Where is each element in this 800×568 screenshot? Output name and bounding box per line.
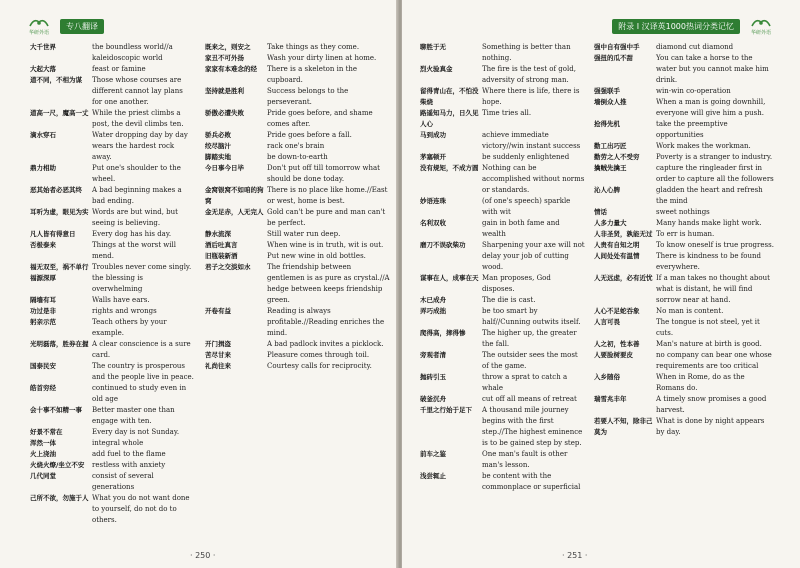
glossary-entry xyxy=(594,306,774,317)
chinese-term: 脚踏实地 xyxy=(205,153,231,161)
chinese-term: 浅尝辄止 xyxy=(420,472,446,480)
section-tag: 附录 I 汉译英1000热词分类记忆 xyxy=(612,19,740,34)
glossary-entry xyxy=(420,42,585,64)
right-column-2 xyxy=(594,42,774,438)
english-translation: continued to study even in old age xyxy=(92,384,187,403)
chinese-term: 勤工出巧匠 xyxy=(594,142,627,150)
glossary-entry xyxy=(30,383,195,405)
english-translation: The tongue is not steel, yet it cuts. xyxy=(656,318,760,337)
glossary-entry xyxy=(594,185,774,207)
chinese-term: 路遥知马力，日久见人心 xyxy=(420,109,479,128)
glossary-entry xyxy=(420,328,585,350)
chinese-term: 金无足赤，人无完人 xyxy=(205,208,264,216)
chinese-term: 大千世界 xyxy=(30,43,56,51)
english-translation: One man's fault is other man's lesson. xyxy=(482,450,568,469)
publisher-logo xyxy=(22,14,56,38)
english-translation: Nothing can be accomplished without norms or standards. xyxy=(482,164,585,194)
glossary-entry xyxy=(30,185,195,207)
glossary-entry xyxy=(420,350,585,372)
chinese-term: 烈火验真金 xyxy=(420,65,453,73)
glossary-entry xyxy=(205,152,390,163)
glossary-entry xyxy=(594,229,774,240)
glossary-entry xyxy=(30,295,195,306)
glossary-entry xyxy=(205,42,390,53)
chinese-term: 恶其始者必恶其终 xyxy=(30,186,82,194)
english-translation: Many hands make light work. xyxy=(656,219,762,227)
left-page xyxy=(0,0,398,568)
glossary-entry xyxy=(594,416,774,438)
english-translation: Things at the worst will mend. xyxy=(92,241,177,260)
glossary-entry xyxy=(30,240,195,262)
book-logo-icon xyxy=(750,16,772,30)
glossary-entry xyxy=(205,108,390,130)
chinese-term: 滴水穿石 xyxy=(30,131,56,139)
chinese-term: 会十事不如精一事 xyxy=(30,406,82,414)
chinese-term: 开门揖盗 xyxy=(205,340,231,348)
glossary-entry xyxy=(30,405,195,427)
chinese-term: 火上浇油 xyxy=(30,450,56,458)
chinese-term: 前车之鉴 xyxy=(420,450,446,458)
right-header xyxy=(608,12,778,40)
chinese-term: 马到成功 xyxy=(420,131,446,139)
chinese-term: 强强联手 xyxy=(594,87,620,95)
chinese-term: 人间处处有温情 xyxy=(594,252,640,260)
chinese-term: 强扭的瓜不甜 xyxy=(594,54,633,62)
glossary-entry xyxy=(420,471,585,493)
chinese-term: 抛砖引玉 xyxy=(420,373,446,381)
english-translation: Put one's shoulder to the wheel. xyxy=(92,164,181,183)
glossary-entry xyxy=(594,86,774,97)
glossary-entry xyxy=(420,218,585,240)
english-translation: restless with anxiety xyxy=(92,461,166,469)
english-translation: sweet nothings xyxy=(656,208,710,216)
english-translation: integral whole xyxy=(92,439,144,447)
glossary-entry xyxy=(594,152,774,163)
chinese-term: 福无双至，祸不单行 xyxy=(30,263,89,271)
glossary-entry xyxy=(30,427,195,438)
publisher-logo xyxy=(744,14,778,38)
glossary-entry xyxy=(30,460,195,471)
english-translation: be content with the commonplace or superficial xyxy=(482,472,581,491)
english-translation: What is done by night appears by day. xyxy=(656,417,765,436)
english-translation: the blessing is overwhelming xyxy=(92,274,144,293)
glossary-entry xyxy=(30,108,195,130)
english-translation: Put new wine in old bottles. xyxy=(267,252,366,260)
chinese-term: 人心不足蛇吞象 xyxy=(594,307,640,315)
chinese-term: 强中自有强中手 xyxy=(594,43,640,51)
english-translation: Don't put off till tomorrow what should be done today. xyxy=(267,164,380,183)
glossary-entry xyxy=(420,86,585,108)
english-translation: No man is content. xyxy=(656,307,724,315)
english-translation: take the preemptive opportunities xyxy=(656,120,728,139)
english-translation: feast or famine xyxy=(92,65,146,73)
glossary-entry xyxy=(205,262,390,306)
glossary-entry xyxy=(205,251,390,262)
glossary-entry xyxy=(420,130,585,152)
glossary-entry xyxy=(30,130,195,163)
glossary-entry xyxy=(420,152,585,163)
right-page xyxy=(402,0,800,568)
glossary-entry xyxy=(30,339,195,361)
chinese-term: 功过是非 xyxy=(30,307,56,315)
english-translation: The country is prosperous and the people live in peace. xyxy=(92,362,194,381)
english-translation: Those whose courses are different cannot lay plans for one another. xyxy=(92,76,183,106)
english-translation: The fire is the test of gold, adversity of strong man. xyxy=(482,65,576,84)
chinese-term: 骄傲必遭失败 xyxy=(205,109,244,117)
glossary-entry xyxy=(420,196,585,218)
glossary-entry xyxy=(594,163,774,185)
chinese-term: 勤劳之人不受穷 xyxy=(594,153,640,161)
page-number: · 250 · xyxy=(190,551,216,560)
chinese-term: 聊胜于无 xyxy=(420,43,446,51)
chinese-term: 开卷有益 xyxy=(205,307,231,315)
chinese-term: 大起大落 xyxy=(30,65,56,73)
glossary-entry xyxy=(205,306,390,339)
english-translation: the boundless world//a kaleidoscopic world xyxy=(92,43,173,62)
english-translation: Success belongs to the perseverant. xyxy=(267,87,349,106)
logo-text: 华研外语 xyxy=(750,30,771,36)
glossary-entry xyxy=(205,229,390,240)
english-translation: If a man takes no thought about what is distant, he will find sorrow near at hand. xyxy=(656,274,770,304)
english-translation: Water dropping day by day wears the hardest rock away. xyxy=(92,131,188,161)
english-translation: A thousand mile journey begins with the first step.//The highest eminence is to be gained step by step. xyxy=(482,406,583,447)
glossary-entry xyxy=(594,53,774,86)
glossary-entry xyxy=(420,295,585,306)
chinese-term: 情话 xyxy=(594,208,607,216)
english-translation: To err is human. xyxy=(656,230,715,238)
english-translation: Sharpening your axe will not delay your job of cutting wood. xyxy=(482,241,585,271)
chinese-term: 火烧火燎/坐立不安 xyxy=(30,461,85,469)
english-translation: achieve immediate victory//win instant success xyxy=(482,131,581,150)
english-translation: be suddenly enlightened xyxy=(482,153,570,161)
glossary-entry xyxy=(30,229,195,240)
right-column-1 xyxy=(420,42,585,493)
glossary-entry xyxy=(420,394,585,405)
glossary-entry xyxy=(594,394,774,416)
chinese-term: 躬亲示范 xyxy=(30,318,56,326)
glossary-entry xyxy=(205,207,390,229)
glossary-entry xyxy=(420,108,585,130)
glossary-entry xyxy=(420,163,585,196)
english-translation: Reading is always profitable.//Reading enriches the mind. xyxy=(267,307,385,337)
glossary-entry xyxy=(30,163,195,185)
english-translation: Man proposes, God disposes. xyxy=(482,274,551,293)
chinese-term: 皓首穷经 xyxy=(30,384,56,392)
english-translation: Wash your dirty linen at home. xyxy=(267,54,377,62)
chinese-term: 旧瓶装新酒 xyxy=(205,252,238,260)
english-translation: A clear conscience is a sure card. xyxy=(92,340,191,359)
chinese-term: 骄兵必败 xyxy=(205,131,231,139)
glossary-entry xyxy=(420,372,585,394)
english-translation: The friendship between gentlemen is as pure as crystal.//A hedge between keeps friendship green. xyxy=(267,263,390,304)
chinese-term: 抢得先机 xyxy=(594,120,620,128)
glossary-entry xyxy=(205,163,390,185)
chinese-term: 谋事在人，成事在天 xyxy=(420,274,479,282)
left-column-1 xyxy=(30,42,195,526)
english-translation: consist of several generations xyxy=(92,472,154,491)
glossary-entry xyxy=(420,240,585,273)
glossary-entry xyxy=(594,207,774,218)
chinese-term: 爬得高，摔得惨 xyxy=(420,329,466,337)
chinese-term: 鼎力相助 xyxy=(30,164,56,172)
glossary-entry xyxy=(594,42,774,53)
glossary-entry xyxy=(205,86,390,108)
chinese-term: 人要脸树要皮 xyxy=(594,351,633,359)
english-translation: Every day is not Sunday. xyxy=(92,428,180,436)
glossary-entry xyxy=(205,64,390,86)
english-translation: A timely snow promises a good harvest. xyxy=(656,395,767,414)
chinese-term: 静水流深 xyxy=(205,230,231,238)
glossary-entry xyxy=(420,306,585,328)
english-translation: Words are but wind, but seeing is believing. xyxy=(92,208,178,227)
english-translation: gain in both fame and wealth xyxy=(482,219,560,238)
glossary-entry xyxy=(594,97,774,119)
chinese-term: 破釜沉舟 xyxy=(420,395,446,403)
english-translation: The die is cast. xyxy=(482,296,536,304)
english-translation: While the priest climbs a post, the devil climbs ten. xyxy=(92,109,184,128)
chinese-term: 妙语连珠 xyxy=(420,197,446,205)
glossary-entry xyxy=(30,306,195,317)
english-translation: diamond cut diamond xyxy=(656,43,734,51)
chinese-term: 人言可畏 xyxy=(594,318,620,326)
chinese-term: 君子之交淡如水 xyxy=(205,263,251,271)
glossary-entry xyxy=(594,372,774,394)
glossary-entry xyxy=(594,141,774,152)
english-translation: When wine is in truth, wit is out. xyxy=(267,241,384,249)
glossary-entry xyxy=(30,75,195,108)
glossary-entry xyxy=(205,185,390,207)
glossary-entry xyxy=(420,449,585,471)
left-column-2 xyxy=(205,42,390,372)
chinese-term: 若要人不知，除非己莫为 xyxy=(594,417,653,436)
chinese-term: 擒贼先擒王 xyxy=(594,164,627,172)
chinese-term: 名利双收 xyxy=(420,219,446,227)
english-translation: throw a sprat to catch a whale xyxy=(482,373,568,392)
chinese-term: 国泰民安 xyxy=(30,362,56,370)
english-translation: When a man is going downhill, everyone will give him a push. xyxy=(656,98,766,117)
english-translation: Time tries all. xyxy=(482,109,532,117)
english-translation: What you do not want done to yourself, do not do to others. xyxy=(92,494,190,524)
chinese-term: 人无远虑，必有近忧 xyxy=(594,274,653,282)
english-translation: The higher up, the greater the fall. xyxy=(482,329,577,348)
english-translation: When in Rome, do as the Romans do. xyxy=(656,373,745,392)
glossary-entry xyxy=(205,130,390,141)
glossary-entry xyxy=(30,471,195,493)
english-translation: Every dog has his day. xyxy=(92,230,172,238)
english-translation: Poverty is a stranger to industry. xyxy=(656,153,773,161)
logo-text: 华研外语 xyxy=(28,30,49,36)
chinese-term: 好景不常在 xyxy=(30,428,63,436)
glossary-entry xyxy=(30,42,195,64)
english-translation: be down-to-earth xyxy=(267,153,328,161)
english-translation: Still water run deep. xyxy=(267,230,341,238)
chinese-term: 酒后吐真言 xyxy=(205,241,238,249)
chinese-term: 几代同堂 xyxy=(30,472,56,480)
chinese-term: 隔墙有耳 xyxy=(30,296,56,304)
chinese-term: 道不同，不相为谋 xyxy=(30,76,82,84)
english-translation: Troubles never come singly. xyxy=(92,263,192,271)
page-number: · 251 · xyxy=(562,551,588,560)
english-translation: add fuel to the flame xyxy=(92,450,166,458)
english-translation: Man's nature at birth is good. xyxy=(656,340,762,348)
glossary-entry xyxy=(30,317,195,339)
chinese-term: 沁人心脾 xyxy=(594,186,620,194)
english-translation: rights and wrongs xyxy=(92,307,157,315)
chinese-term: 家丑不可外扬 xyxy=(205,54,244,62)
english-translation: be too smart by half//Cunning outwits itself. xyxy=(482,307,581,326)
glossary-entry xyxy=(594,218,774,229)
english-translation: You can take a horse to the water but you cannot make him drink. xyxy=(656,54,769,84)
chinese-term: 今日事今日毕 xyxy=(205,164,244,172)
glossary-entry xyxy=(205,53,390,64)
english-translation: To know oneself is true progress. xyxy=(656,241,774,249)
english-translation: Courtesy calls for reciprocity. xyxy=(267,362,372,370)
english-translation: win-win co-operation xyxy=(656,87,731,95)
left-header xyxy=(22,12,108,40)
chinese-term: 凡人皆有得意日 xyxy=(30,230,76,238)
chinese-term: 人贵有自知之明 xyxy=(594,241,640,249)
english-translation: The outsider sees the most of the game. xyxy=(482,351,578,370)
english-translation: rack one's brain xyxy=(267,142,325,150)
glossary-entry xyxy=(30,493,195,526)
chinese-term: 家家有本难念的经 xyxy=(205,65,257,73)
english-translation: Pleasure comes through toil. xyxy=(267,351,370,359)
chinese-term: 没有规矩，不成方圆 xyxy=(420,164,479,172)
english-translation: Pride goes before, and shame comes after. xyxy=(267,109,373,128)
glossary-entry xyxy=(594,350,774,372)
book-logo-icon xyxy=(28,16,50,30)
english-translation: Something is better than nothing. xyxy=(482,43,571,62)
glossary-entry xyxy=(594,317,774,339)
chinese-term: 既来之，则安之 xyxy=(205,43,251,51)
chinese-term: 坚持就是胜利 xyxy=(205,87,244,95)
chinese-term: 人多力量大 xyxy=(594,219,627,227)
chinese-term: 耳听为虚，眼见为实 xyxy=(30,208,89,216)
glossary-entry xyxy=(205,361,390,372)
chinese-term: 弄巧成拙 xyxy=(420,307,446,315)
glossary-entry xyxy=(30,207,195,229)
english-translation: There is a skeleton in the cupboard. xyxy=(267,65,358,84)
glossary-entry xyxy=(205,141,390,152)
english-translation: There is kindness to be found everywhere. xyxy=(656,252,762,271)
glossary-entry xyxy=(420,273,585,295)
english-translation: capture the ringleader first in order to capture all the followers xyxy=(656,164,774,183)
english-translation: Work makes the workman. xyxy=(656,142,751,150)
glossary-entry xyxy=(30,361,195,383)
chinese-term: 光明磊落，胜券在握 xyxy=(30,340,89,348)
section-tag: 专八翻译 xyxy=(60,19,104,34)
glossary-entry xyxy=(594,119,774,141)
chinese-term: 人之初，性本善 xyxy=(594,340,640,348)
chinese-term: 浑然一体 xyxy=(30,439,56,447)
chinese-term: 留得青山在，不怕没柴烧 xyxy=(420,87,479,106)
chinese-term: 木已成舟 xyxy=(420,296,446,304)
glossary-entry xyxy=(420,64,585,86)
chinese-term: 墙倒众人推 xyxy=(594,98,627,106)
glossary-entry xyxy=(205,339,390,350)
chinese-term: 千里之行始于足下 xyxy=(420,406,472,414)
glossary-entry xyxy=(205,350,390,361)
chinese-term: 否极泰来 xyxy=(30,241,56,249)
english-translation: A bad beginning makes a bad ending. xyxy=(92,186,182,205)
glossary-entry xyxy=(30,273,195,295)
english-translation: cut off all means of retreat xyxy=(482,395,577,403)
glossary-entry xyxy=(205,240,390,251)
english-translation: (of one's speech) sparkle with wit xyxy=(482,197,571,216)
english-translation: Gold can't be pure and man can't be perfect. xyxy=(267,208,386,227)
chinese-term: 入乡随俗 xyxy=(594,373,620,381)
chinese-term: 福源深厚 xyxy=(30,274,56,282)
english-translation: Teach others by your example. xyxy=(92,318,167,337)
chinese-term: 人非圣贤，孰能无过 xyxy=(594,230,653,238)
chinese-term: 磨刀不误砍柴功 xyxy=(420,241,466,249)
english-translation: Where there is life, there is hope. xyxy=(482,87,580,106)
chinese-term: 礼尚往来 xyxy=(205,362,231,370)
english-translation: A bad padlock invites a picklock. xyxy=(267,340,384,348)
glossary-entry xyxy=(420,405,585,449)
chinese-term: 瑞雪兆丰年 xyxy=(594,395,627,403)
glossary-entry xyxy=(594,273,774,306)
english-translation: no company can bear one whose requirements are too critical xyxy=(656,351,772,370)
english-translation: gladden the heart and refresh the mind xyxy=(656,186,763,205)
glossary-entry xyxy=(594,251,774,273)
glossary-entry xyxy=(594,339,774,350)
english-translation: Better master one than engage with ten. xyxy=(92,406,175,425)
glossary-entry xyxy=(594,240,774,251)
chinese-term: 道高一尺，魔高一丈 xyxy=(30,109,89,117)
english-translation: There is no place like home.//East or west, home is best. xyxy=(267,186,388,205)
chinese-term: 茅塞顿开 xyxy=(420,153,446,161)
english-translation: Pride goes before a fall. xyxy=(267,131,352,139)
english-translation: Take things as they come. xyxy=(267,43,360,51)
glossary-entry xyxy=(30,449,195,460)
glossary-entry xyxy=(30,262,195,273)
chinese-term: 绞尽脑汁 xyxy=(205,142,231,150)
chinese-term: 己所不欲，勿施于人 xyxy=(30,494,89,502)
chinese-term: 金窝银窝不如咱的狗窝 xyxy=(205,186,264,205)
glossary-entry xyxy=(30,438,195,449)
glossary-entry xyxy=(30,64,195,75)
chinese-term: 旁观者清 xyxy=(420,351,446,359)
english-translation: Walls have ears. xyxy=(92,296,150,304)
chinese-term: 苦尽甘来 xyxy=(205,351,231,359)
